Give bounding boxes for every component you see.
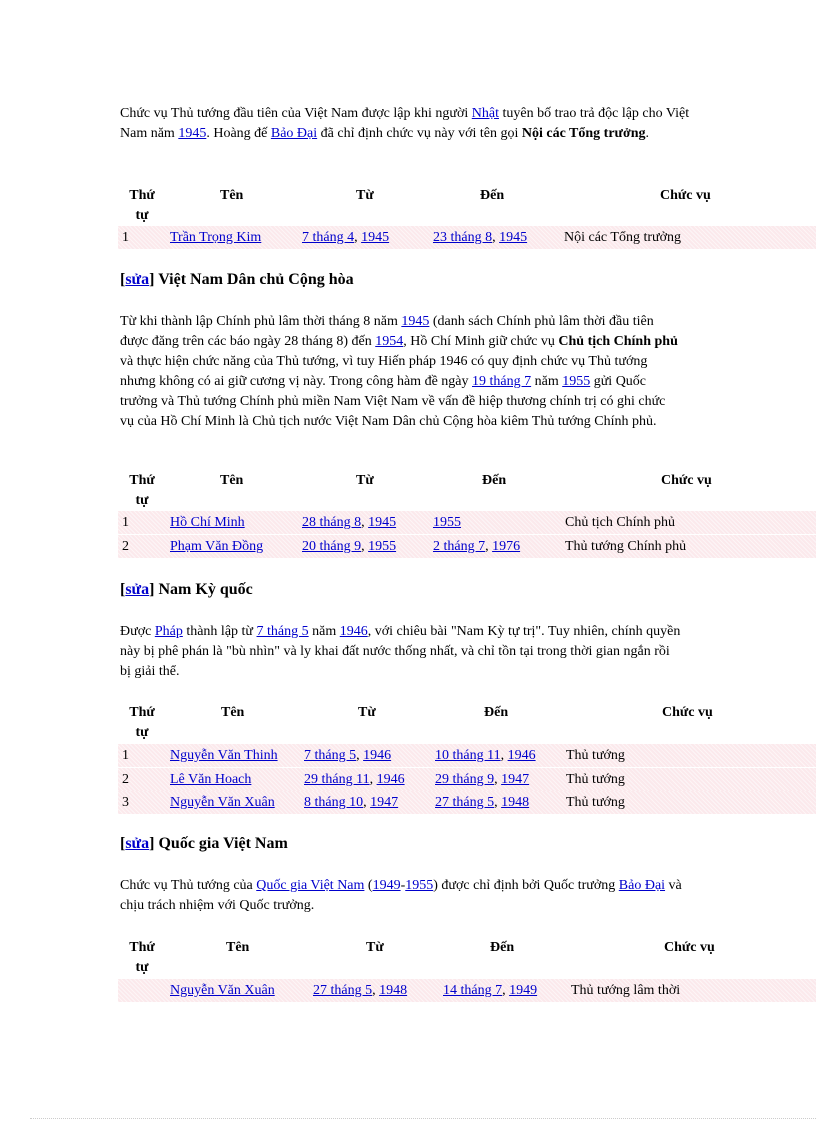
edit-link[interactable]: sửa [125, 835, 150, 852]
link-quoc-gia-viet-nam[interactable]: Quốc gia Việt Nam [256, 878, 365, 893]
link-year[interactable]: 1954 [375, 334, 404, 349]
table-header [118, 471, 816, 515]
table-header [118, 703, 816, 747]
table-header [118, 186, 816, 230]
cell-tu-nam[interactable]: 1945 [361, 230, 390, 245]
text: đã chỉ định chức vụ này với tên gọi [317, 126, 522, 141]
table-row: 2 Lê Văn Hoach 29 tháng 11, 1946 29 tháng 9, 1947 Thủ tướng [118, 768, 816, 791]
cell-den-nam[interactable]: 1949 [509, 983, 538, 998]
edit-link[interactable]: sửa [125, 581, 150, 598]
cell-den-ngay[interactable]: 10 tháng 11 [435, 748, 501, 763]
cell-ten-link[interactable]: Trần Trọng Kim [170, 230, 262, 245]
cell-ten-link[interactable]: Lê Văn Hoach [170, 772, 252, 787]
link-1945[interactable]: 1945 [178, 126, 207, 141]
header-stt: Thứ tự [129, 188, 155, 223]
cell-den-ngay[interactable]: 2 tháng 7 [433, 539, 486, 554]
bold-term: Chủ tịch Chính phủ [558, 334, 678, 349]
header-stt: Thứ tự [129, 940, 155, 975]
header-stt: Thứ tự [129, 473, 155, 508]
cell-tu-nam[interactable]: 1947 [370, 795, 399, 810]
cell-chuc-vu: Nội các Tổng trưởng [564, 230, 681, 245]
cell-tu-ngay[interactable]: 28 tháng 8 [302, 515, 362, 530]
cell-stt: 2 [122, 772, 129, 787]
table-row: 1 Nguyễn Văn Thinh 7 tháng 5, 1946 10 tháng 11, 1946 Thủ tướng [118, 744, 816, 767]
header-ten: Tên [220, 188, 244, 203]
link-nhat[interactable]: Nhật [471, 106, 499, 121]
cell-stt: 1 [122, 748, 129, 763]
link-date[interactable]: 7 tháng 5 [256, 624, 309, 639]
header-ten: Tên [221, 705, 245, 720]
header-chuc-vu: Chức vụ [662, 705, 713, 720]
cell-tu-ngay[interactable]: 7 tháng 5 [304, 748, 357, 763]
cell-tu-ngay[interactable]: 29 tháng 11 [304, 772, 370, 787]
header-den: Đến [482, 473, 507, 488]
cell-den-ngay[interactable]: 23 tháng 8 [433, 230, 493, 245]
header-den: Đến [480, 188, 505, 203]
cell-ten-link[interactable]: Hồ Chí Minh [170, 515, 245, 530]
cell-chuc-vu: Thủ tướng [566, 772, 625, 787]
header-chuc-vu: Chức vụ [661, 473, 712, 488]
cell-tu-ngay[interactable]: 27 tháng 5 [313, 983, 373, 998]
section-title: Quốc gia Việt Nam [158, 835, 288, 852]
text: Chức vụ Thủ tướng đầu tiên của Việt Nam được lập khi người [120, 106, 472, 121]
link-phap[interactable]: Pháp [154, 624, 183, 639]
section-heading: [sửa] Nam Kỳ quốc [120, 581, 253, 598]
cell-den-nam[interactable]: 1947 [501, 772, 530, 787]
cell-tu-nam[interactable]: 1946 [376, 772, 405, 787]
header-ten: Tên [220, 473, 244, 488]
cell-stt: 3 [122, 795, 129, 810]
header-tu: Từ [356, 473, 374, 488]
link-year[interactable]: 1955 [405, 878, 434, 893]
header-tu: Từ [358, 705, 376, 720]
text: . [645, 126, 649, 141]
bold-term: Nội các Tổng trưởng [521, 126, 646, 141]
cell-den-nam[interactable]: 1976 [492, 539, 521, 554]
link-year[interactable]: 1945 [401, 314, 430, 329]
cell-chuc-vu: Thủ tướng [566, 748, 625, 763]
table-row: 2 Phạm Văn Đồng 20 tháng 9, 1955 2 tháng 7, 1976 Thủ tướng Chính phủ [118, 535, 816, 558]
section-heading: [sửa] Việt Nam Dân chủ Cộng hòa [120, 271, 354, 288]
header-tu: Từ [356, 188, 374, 203]
table-row: 3 Nguyễn Văn Xuân 8 tháng 10, 1947 27 tháng 5, 1948 Thủ tướng [118, 791, 816, 814]
header-ten: Tên [226, 940, 250, 955]
table-row: 1 Trần Trọng Kim 7 tháng 4, 1945 23 tháng 8, 1945 Nội các Tổng trưởng [118, 226, 816, 249]
cell-chuc-vu: Thủ tướng Chính phủ [565, 539, 687, 554]
cell-den-ngay[interactable]: 29 tháng 9 [435, 772, 495, 787]
table-row: Nguyễn Văn Xuân 27 tháng 5, 1948 14 tháng 7, 1949 Thủ tướng lâm thời [118, 979, 816, 1002]
link-bao-dai[interactable]: Bảo Đại [618, 878, 666, 893]
cell-stt: 1 [122, 515, 129, 530]
cell-ten-link[interactable]: Nguyễn Văn Xuân [170, 795, 275, 810]
page-divider [30, 1118, 816, 1119]
cell-den-ngay[interactable]: 27 tháng 5 [435, 795, 495, 810]
table-row: 1 Hồ Chí Minh 28 tháng 8, 1945 1955 Chủ tịch Chính phủ [118, 511, 816, 534]
cell-tu-nam[interactable]: 1945 [368, 515, 397, 530]
section-heading: [sửa] Quốc gia Việt Nam [120, 835, 288, 852]
link-date[interactable]: 19 tháng 7 [472, 374, 532, 389]
link-year[interactable]: 1949 [372, 878, 401, 893]
header-tu: Từ [366, 940, 384, 955]
edit-link[interactable]: sửa [125, 271, 150, 288]
link-bao-dai[interactable]: Bảo Đại [270, 126, 318, 141]
cell-stt: 1 [122, 230, 129, 245]
text: tuyên bố trao trả độc lập cho Việt Nam năm [120, 106, 690, 141]
cell-stt: 2 [122, 539, 129, 554]
link-year[interactable]: 1946 [339, 624, 368, 639]
header-den: Đến [490, 940, 515, 955]
cell-ten-link[interactable]: Nguyễn Văn Xuân [170, 983, 275, 998]
cell-chuc-vu: Thủ tướng lâm thời [571, 983, 681, 998]
intro-paragraph [120, 104, 695, 144]
cell-ten-link[interactable]: Phạm Văn Đồng [170, 539, 264, 554]
header-chuc-vu: Chức vụ [664, 940, 715, 955]
section-title: Nam Kỳ quốc [158, 581, 253, 598]
cell-tu-nam[interactable]: 1955 [368, 539, 397, 554]
cell-den-ngay[interactable]: 14 tháng 7 [443, 983, 503, 998]
cell-chuc-vu: Chủ tịch Chính phủ [565, 515, 676, 530]
link-year[interactable]: 1955 [562, 374, 591, 389]
cell-tu-ngay[interactable]: 7 tháng 4 [302, 230, 355, 245]
header-den: Đến [484, 705, 509, 720]
header-chuc-vu: Chức vụ [660, 188, 711, 203]
text: . Hoàng đế [206, 126, 271, 141]
cell-den-nam[interactable]: 1946 [507, 748, 536, 763]
cell-tu-ngay[interactable]: 20 tháng 9 [302, 539, 362, 554]
cell-den-nam[interactable]: 1948 [501, 795, 530, 810]
cell-ten-link[interactable]: Nguyễn Văn Thinh [170, 748, 278, 763]
header-stt: Thứ tự [129, 705, 155, 740]
section-paragraph: Được Pháp thành lập từ 7 tháng 5 năm 1946, với chiêu bài "Nam Kỳ tự trị". Tuy nhiên, chính quyền này bị phê phán là "bù nhìn" và ly khai đất nước thống nhất, và chỉ tồn tại trong thời gian ngắn rồi bị giải thể. [120, 624, 681, 679]
cell-tu-nam[interactable]: 1948 [379, 983, 408, 998]
cell-den-nam[interactable]: 1945 [499, 230, 528, 245]
cell-chuc-vu: Thủ tướng [566, 795, 625, 810]
section-title: Việt Nam Dân chủ Cộng hòa [158, 271, 354, 288]
section-paragraph: Từ khi thành lập Chính phủ lâm thời tháng 8 năm 1945 (danh sách Chính phủ lâm thời đầu tiên được đăng trên các báo ngày 28 tháng 8) đến 1954, Hồ Chí Minh giữ chức vụ Chủ tịch Chính phủ và thực hiện chức năng của Thủ tướng, vì tuy Hiến pháp 1946 có quy định chức vụ Thủ tướng nhưng không có ai giữ cương vị này. Trong công hàm đề ngày 19 tháng 7 năm 1955 gửi Quốc trưởng và Thủ tướng Chính phủ miền Nam Việt Nam về vấn đề hiệp thương chính trị có ghi chức vụ của Hồ Chí Minh là Chủ tịch nước Việt Nam Dân chủ Cộng hòa kiêm Thủ tướng Chính phủ. [120, 314, 678, 429]
cell-tu-ngay[interactable]: 8 tháng 10 [304, 795, 364, 810]
cell-tu-nam[interactable]: 1946 [363, 748, 392, 763]
cell-den-nam[interactable]: 1955 [433, 515, 461, 530]
table-header [118, 938, 816, 982]
section-paragraph: Chức vụ Thủ tướng của Quốc gia Việt Nam (1949-1955) được chỉ định bởi Quốc trưởng Bảo Đại và chịu trách nhiệm với Quốc trưởng. [120, 878, 682, 913]
